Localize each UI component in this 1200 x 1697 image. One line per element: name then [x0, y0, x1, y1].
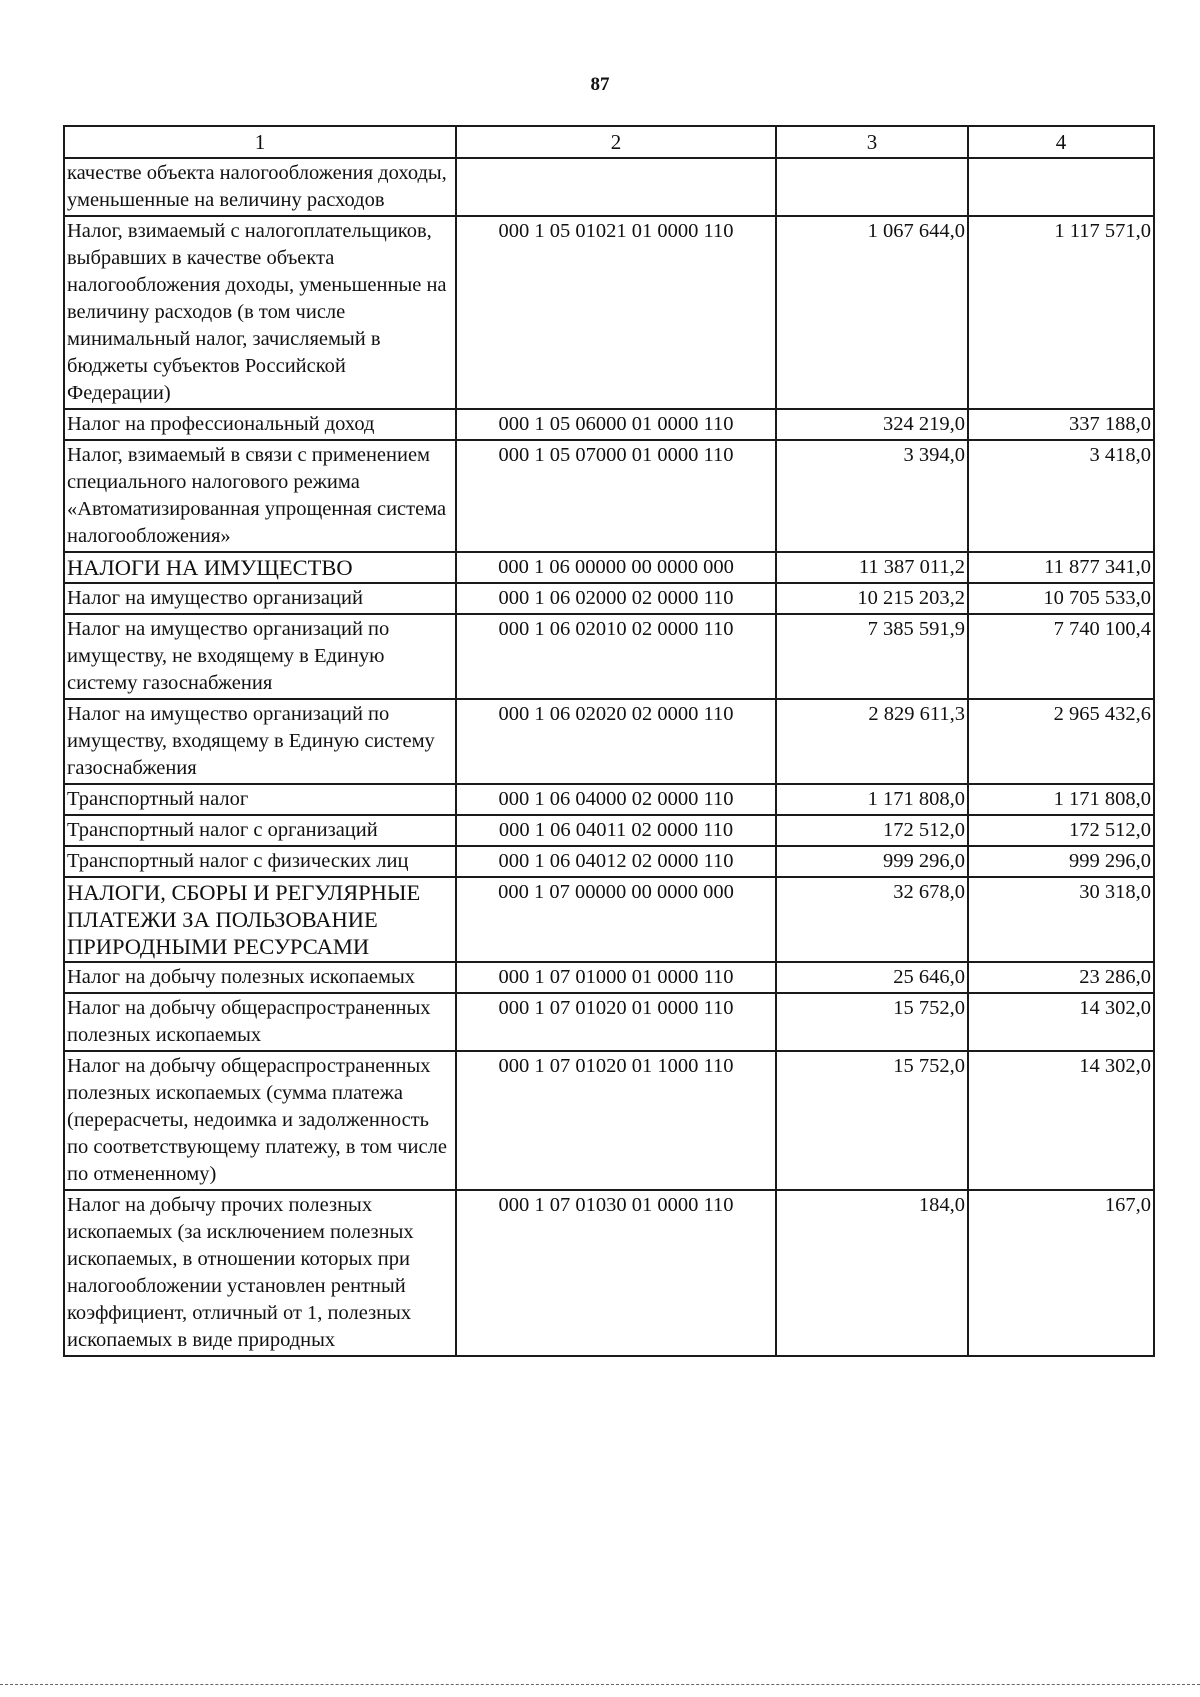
row-code-cell: 000 1 07 01020 01 1000 110 — [456, 1051, 776, 1190]
row-name-cell: Транспортный налог с физических лиц — [64, 846, 456, 877]
row-value-col4-cell: 1 171 808,0 — [968, 784, 1154, 815]
row-value-col4-cell: 172 512,0 — [968, 815, 1154, 846]
row-value-col4-cell: 167,0 — [968, 1190, 1154, 1356]
row-code-cell: 000 1 07 00000 00 0000 000 — [456, 877, 776, 962]
row-value-col3-cell: 1 171 808,0 — [776, 784, 968, 815]
row-value-col4-cell: 23 286,0 — [968, 962, 1154, 993]
budget-revenue-table — [63, 125, 1155, 1357]
row-name-cell: Транспортный налог — [64, 784, 456, 815]
row-value-col3-cell: 172 512,0 — [776, 815, 968, 846]
bottom-scan-rule — [0, 1684, 1200, 1685]
row-value-col4-cell: 11 877 341,0 — [968, 552, 1154, 583]
table-row — [64, 1051, 1154, 1190]
table-row — [64, 784, 1154, 815]
table-header-row — [64, 126, 1154, 158]
table-row — [64, 440, 1154, 552]
table-row — [64, 846, 1154, 877]
table-row — [64, 614, 1154, 699]
row-value-col4-cell — [968, 158, 1154, 216]
row-name-cell: Налог на добычу прочих полезных ископаемых (за исключением полезных ископаемых, в отношении которых при налогообложении установлен рентный коэффициент, отличный от 1, полезных ископаемых в виде природных — [64, 1190, 456, 1356]
row-name-cell: Налог на добычу общераспространенных полезных ископаемых — [64, 993, 456, 1051]
row-value-col4-cell: 1 117 571,0 — [968, 216, 1154, 409]
column-header-3: 3 — [776, 126, 968, 158]
row-value-col4-cell: 337 188,0 — [968, 409, 1154, 440]
row-name-cell: Налог на имущество организаций по имуществу, не входящему в Единую систему газоснабжения — [64, 614, 456, 699]
table-row — [64, 158, 1154, 216]
column-header-1: 1 — [64, 126, 456, 158]
row-name-cell: Транспортный налог с организаций — [64, 815, 456, 846]
row-name-cell: НАЛОГИ, СБОРЫ И РЕГУЛЯРНЫЕ ПЛАТЕЖИ ЗА ПОЛЬЗОВАНИЕ ПРИРОДНЫМИ РЕСУРСАМИ — [64, 877, 456, 962]
row-code-cell: 000 1 05 07000 01 0000 110 — [456, 440, 776, 552]
row-code-cell: 000 1 07 01000 01 0000 110 — [456, 962, 776, 993]
row-value-col3-cell: 324 219,0 — [776, 409, 968, 440]
row-value-col3-cell — [776, 158, 968, 216]
row-code-cell: 000 1 06 02000 02 0000 110 — [456, 583, 776, 614]
table-row — [64, 962, 1154, 993]
row-code-cell: 000 1 05 06000 01 0000 110 — [456, 409, 776, 440]
row-value-col3-cell: 15 752,0 — [776, 993, 968, 1051]
row-value-col3-cell: 15 752,0 — [776, 1051, 968, 1190]
row-value-col4-cell: 30 318,0 — [968, 877, 1154, 962]
table-row — [64, 216, 1154, 409]
row-code-cell: 000 1 06 04011 02 0000 110 — [456, 815, 776, 846]
row-value-col3-cell: 999 296,0 — [776, 846, 968, 877]
row-code-cell: 000 1 06 04012 02 0000 110 — [456, 846, 776, 877]
row-name-cell: Налог на имущество организаций — [64, 583, 456, 614]
row-name-cell: Налог на профессиональный доход — [64, 409, 456, 440]
row-name-cell: Налог на имущество организаций по имуществу, входящему в Единую систему газоснабжения — [64, 699, 456, 784]
row-value-col3-cell: 25 646,0 — [776, 962, 968, 993]
row-code-cell: 000 1 07 01030 01 0000 110 — [456, 1190, 776, 1356]
table-row — [64, 699, 1154, 784]
row-name-cell: Налог, взимаемый с налогоплательщиков, выбравших в качестве объекта налогообложения доходы, уменьшенные на величину расходов (в том числе минимальный налог, зачисляемый в бюджеты субъектов Российской Федерации) — [64, 216, 456, 409]
page-number: 87 — [590, 74, 610, 95]
row-code-cell: 000 1 07 01020 01 0000 110 — [456, 993, 776, 1051]
table-row — [64, 993, 1154, 1051]
table-row — [64, 583, 1154, 614]
column-header-4: 4 — [968, 126, 1154, 158]
row-value-col4-cell: 3 418,0 — [968, 440, 1154, 552]
row-code-cell: 000 1 06 04000 02 0000 110 — [456, 784, 776, 815]
column-header-2: 2 — [456, 126, 776, 158]
row-value-col3-cell: 2 829 611,3 — [776, 699, 968, 784]
table-row — [64, 1190, 1154, 1356]
table-body — [64, 158, 1154, 1356]
row-value-col3-cell: 1 067 644,0 — [776, 216, 968, 409]
row-value-col3-cell: 7 385 591,9 — [776, 614, 968, 699]
row-value-col4-cell: 14 302,0 — [968, 993, 1154, 1051]
row-name-cell: качестве объекта налогообложения доходы, уменьшенные на величину расходов — [64, 158, 456, 216]
row-code-cell — [456, 158, 776, 216]
row-value-col3-cell: 184,0 — [776, 1190, 968, 1356]
row-value-col4-cell: 2 965 432,6 — [968, 699, 1154, 784]
row-value-col3-cell: 10 215 203,2 — [776, 583, 968, 614]
row-code-cell: 000 1 06 02020 02 0000 110 — [456, 699, 776, 784]
row-value-col3-cell: 11 387 011,2 — [776, 552, 968, 583]
row-name-cell: Налог, взимаемый в связи с применением специального налогового режима «Автоматизированная упрощенная система налогообложения» — [64, 440, 456, 552]
row-name-cell: НАЛОГИ НА ИМУЩЕСТВО — [64, 552, 456, 583]
row-value-col4-cell: 10 705 533,0 — [968, 583, 1154, 614]
table-row — [64, 409, 1154, 440]
table-row — [64, 552, 1154, 583]
row-value-col3-cell: 32 678,0 — [776, 877, 968, 962]
row-code-cell: 000 1 05 01021 01 0000 110 — [456, 216, 776, 409]
row-value-col4-cell: 7 740 100,4 — [968, 614, 1154, 699]
row-code-cell: 000 1 06 00000 00 0000 000 — [456, 552, 776, 583]
row-name-cell: Налог на добычу общераспространенных полезных ископаемых (сумма платежа (перерасчеты, недоимка и задолженность по соответствующему платежу, в том числе по отмененному) — [64, 1051, 456, 1190]
row-name-cell: Налог на добычу полезных ископаемых — [64, 962, 456, 993]
row-value-col3-cell: 3 394,0 — [776, 440, 968, 552]
row-value-col4-cell: 999 296,0 — [968, 846, 1154, 877]
row-value-col4-cell: 14 302,0 — [968, 1051, 1154, 1190]
table-row — [64, 877, 1154, 962]
table-row — [64, 815, 1154, 846]
row-code-cell: 000 1 06 02010 02 0000 110 — [456, 614, 776, 699]
